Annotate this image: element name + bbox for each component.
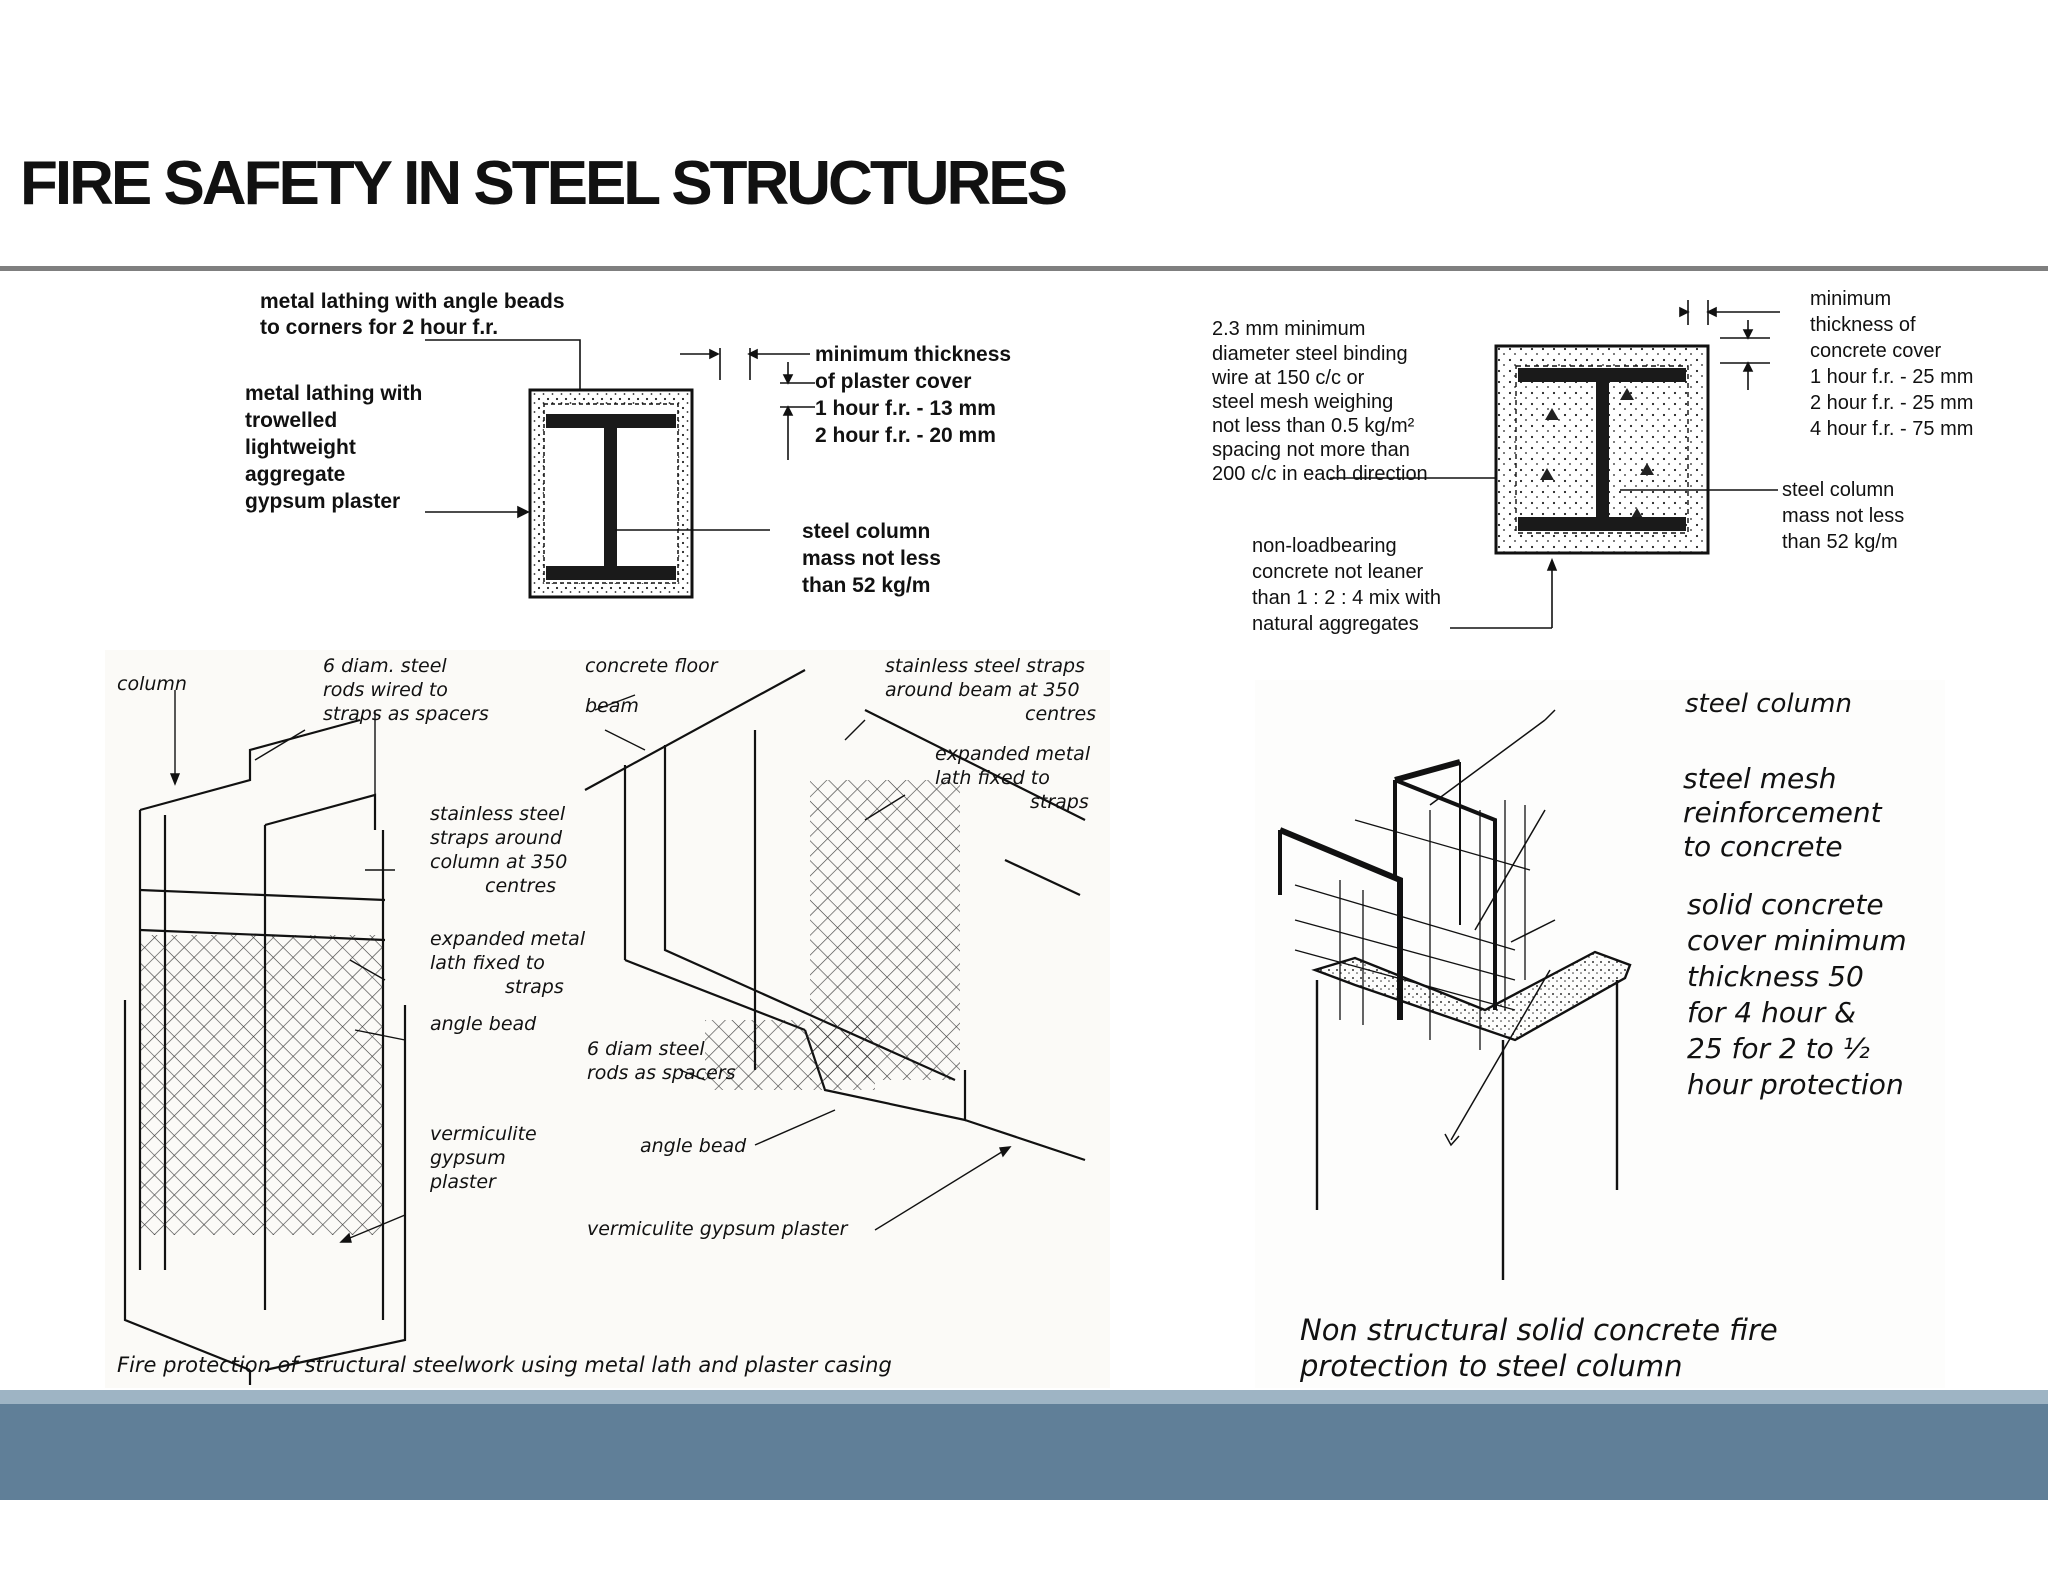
footer-bar <box>0 1404 2048 1500</box>
beam-straps-note-line-1: stainless steel straps <box>885 655 1085 677</box>
cover-note-line-6: hour protection <box>1687 1068 1904 1101</box>
concrete-sketch-caption-line-1: Non structural solid concrete fire <box>1300 1313 1778 1347</box>
solid-concrete-casing-sketch <box>1255 680 1945 1388</box>
lath-sketch-caption: Fire protection of structural steelwork using metal lath and plaster casing <box>117 1353 892 1377</box>
angle-bead-note-line-2: to corners for 2 hour f.r. <box>260 316 499 339</box>
cover-note-line-2: thickness of <box>1810 314 1916 336</box>
lathing-note-line-3: lightweight <box>245 436 356 459</box>
plaster-note-line-2: gypsum <box>430 1147 506 1169</box>
column-note-line-3: than 52 kg/m <box>802 574 931 597</box>
mix-note-line-4: natural aggregates <box>1252 613 1419 635</box>
angle-bead-note-line-1: metal lathing with angle beads <box>260 290 565 313</box>
lath-note-line-3: straps <box>505 976 564 998</box>
concrete-sketch-caption-line-2: protection to steel column <box>1300 1349 1683 1383</box>
beam-straps-note-line-2: around beam at 350 <box>885 679 1080 701</box>
mix-note-line-3: than 1 : 2 : 4 mix with <box>1252 587 1441 609</box>
concrete-casing-section-diagram <box>1200 280 2045 650</box>
wire-note-line-3: wire at 150 c/c or <box>1212 367 1365 389</box>
beam-rods-note-line-1: 6 diam steel <box>587 1038 705 1060</box>
cover-note-line-1: minimum <box>1810 288 1892 310</box>
rods-note-line-2: rods wired to <box>323 679 448 701</box>
straps-note-line-1: stainless steel <box>430 803 566 825</box>
straps-note-line-3: column at 350 <box>430 851 568 873</box>
cover-note-line-5: 2 hour f.r. - 25 mm <box>1810 392 1974 414</box>
angle-bead-label: angle bead <box>430 1013 537 1035</box>
thickness-note-line-4: 2 hour f.r. - 20 mm <box>815 424 996 447</box>
thickness-note-line-3: 1 hour f.r. - 13 mm <box>815 397 996 420</box>
mesh-note-line-3: to concrete <box>1683 830 1843 863</box>
beam-angle-bead-label: angle bead <box>640 1135 747 1157</box>
footer-accent-strip <box>0 1390 2048 1404</box>
rods-note-line-1: 6 diam. steel <box>323 655 447 677</box>
concrete-column-note-line-1: steel column <box>1782 479 1895 501</box>
concrete-column-note-line-3: than 52 kg/m <box>1782 531 1898 553</box>
cover-note-line-2: cover minimum <box>1687 924 1907 957</box>
straps-note-line-2: straps around <box>430 827 563 849</box>
cover-note-line-4: 1 hour f.r. - 25 mm <box>1810 366 1974 388</box>
column-note-line-1: steel column <box>802 520 931 543</box>
plaster-casing-section-diagram <box>240 280 1060 610</box>
title-divider <box>0 266 2048 271</box>
beam-lath-note-line-3: straps <box>1030 791 1089 813</box>
column-lath-mesh <box>141 935 383 1235</box>
wire-note-line-1: 2.3 mm minimum <box>1212 318 1366 340</box>
floor-label: concrete floor <box>585 655 718 677</box>
lathing-note-line-4: aggregate <box>245 463 346 486</box>
column-note-line-2: mass not less <box>802 547 941 570</box>
wire-note-line-6: spacing not more than <box>1212 439 1410 461</box>
steel-column-label: steel column <box>1685 689 1852 719</box>
wire-note-line-7: 200 c/c in each direction <box>1212 463 1428 485</box>
lathing-note-line-1: metal lathing with <box>245 382 423 405</box>
slide-title: FIRE SAFETY IN STEEL STRUCTURES <box>20 149 1065 218</box>
concrete-column-note-line-2: mass not less <box>1782 505 1905 527</box>
beam-plaster-label: vermiculite gypsum plaster <box>587 1218 848 1240</box>
wire-note-line-5: not less than 0.5 kg/m² <box>1212 415 1415 437</box>
cover-note-line-3: concrete cover <box>1810 340 1942 362</box>
thickness-note-line-2: of plaster cover <box>815 370 972 393</box>
column-label: column <box>117 673 187 695</box>
plaster-note-line-1: vermiculite <box>430 1123 537 1145</box>
concrete-casing-sketch <box>1315 952 1630 1280</box>
mesh-note-line-2: reinforcement <box>1683 796 1882 829</box>
cover-note-line-6: 4 hour f.r. - 75 mm <box>1810 418 1974 440</box>
lathing-note-line-5: gypsum plaster <box>245 490 401 513</box>
beam-lath-note-line-2: lath fixed to <box>935 767 1050 789</box>
rods-note-line-3: straps as spacers <box>323 703 489 725</box>
cover-note-line-3: thickness 50 <box>1687 960 1864 993</box>
plaster-note-line-3: plaster <box>430 1171 496 1193</box>
lath-note-line-1: expanded metal <box>430 928 586 950</box>
beam-rods-note-line-2: rods as spacers <box>587 1062 736 1084</box>
cover-note-line-4: for 4 hour & <box>1687 996 1856 1029</box>
wire-note-line-2: diameter steel binding <box>1212 343 1408 365</box>
mesh-note-line-1: steel mesh <box>1683 762 1837 795</box>
cover-note-line-5: 25 for 2 to ½ <box>1687 1032 1870 1065</box>
lath-note-line-2: lath fixed to <box>430 952 545 974</box>
mix-note-line-2: concrete not leaner <box>1252 561 1424 583</box>
wire-note-line-4: steel mesh weighing <box>1212 391 1394 413</box>
lathing-note-line-2: trowelled <box>245 409 338 432</box>
beam-straps-note-line-3: centres <box>1025 703 1097 725</box>
beam-label: beam <box>585 695 639 717</box>
thickness-note-line-1: minimum thickness <box>815 343 1012 366</box>
beam-lath-note-line-1: expanded metal <box>935 743 1091 765</box>
metal-lath-plaster-casing-sketch <box>105 650 1110 1388</box>
mix-note-line-1: non-loadbearing <box>1252 535 1397 557</box>
straps-note-line-4: centres <box>485 875 557 897</box>
cover-note-line-1: solid concrete <box>1687 888 1884 921</box>
